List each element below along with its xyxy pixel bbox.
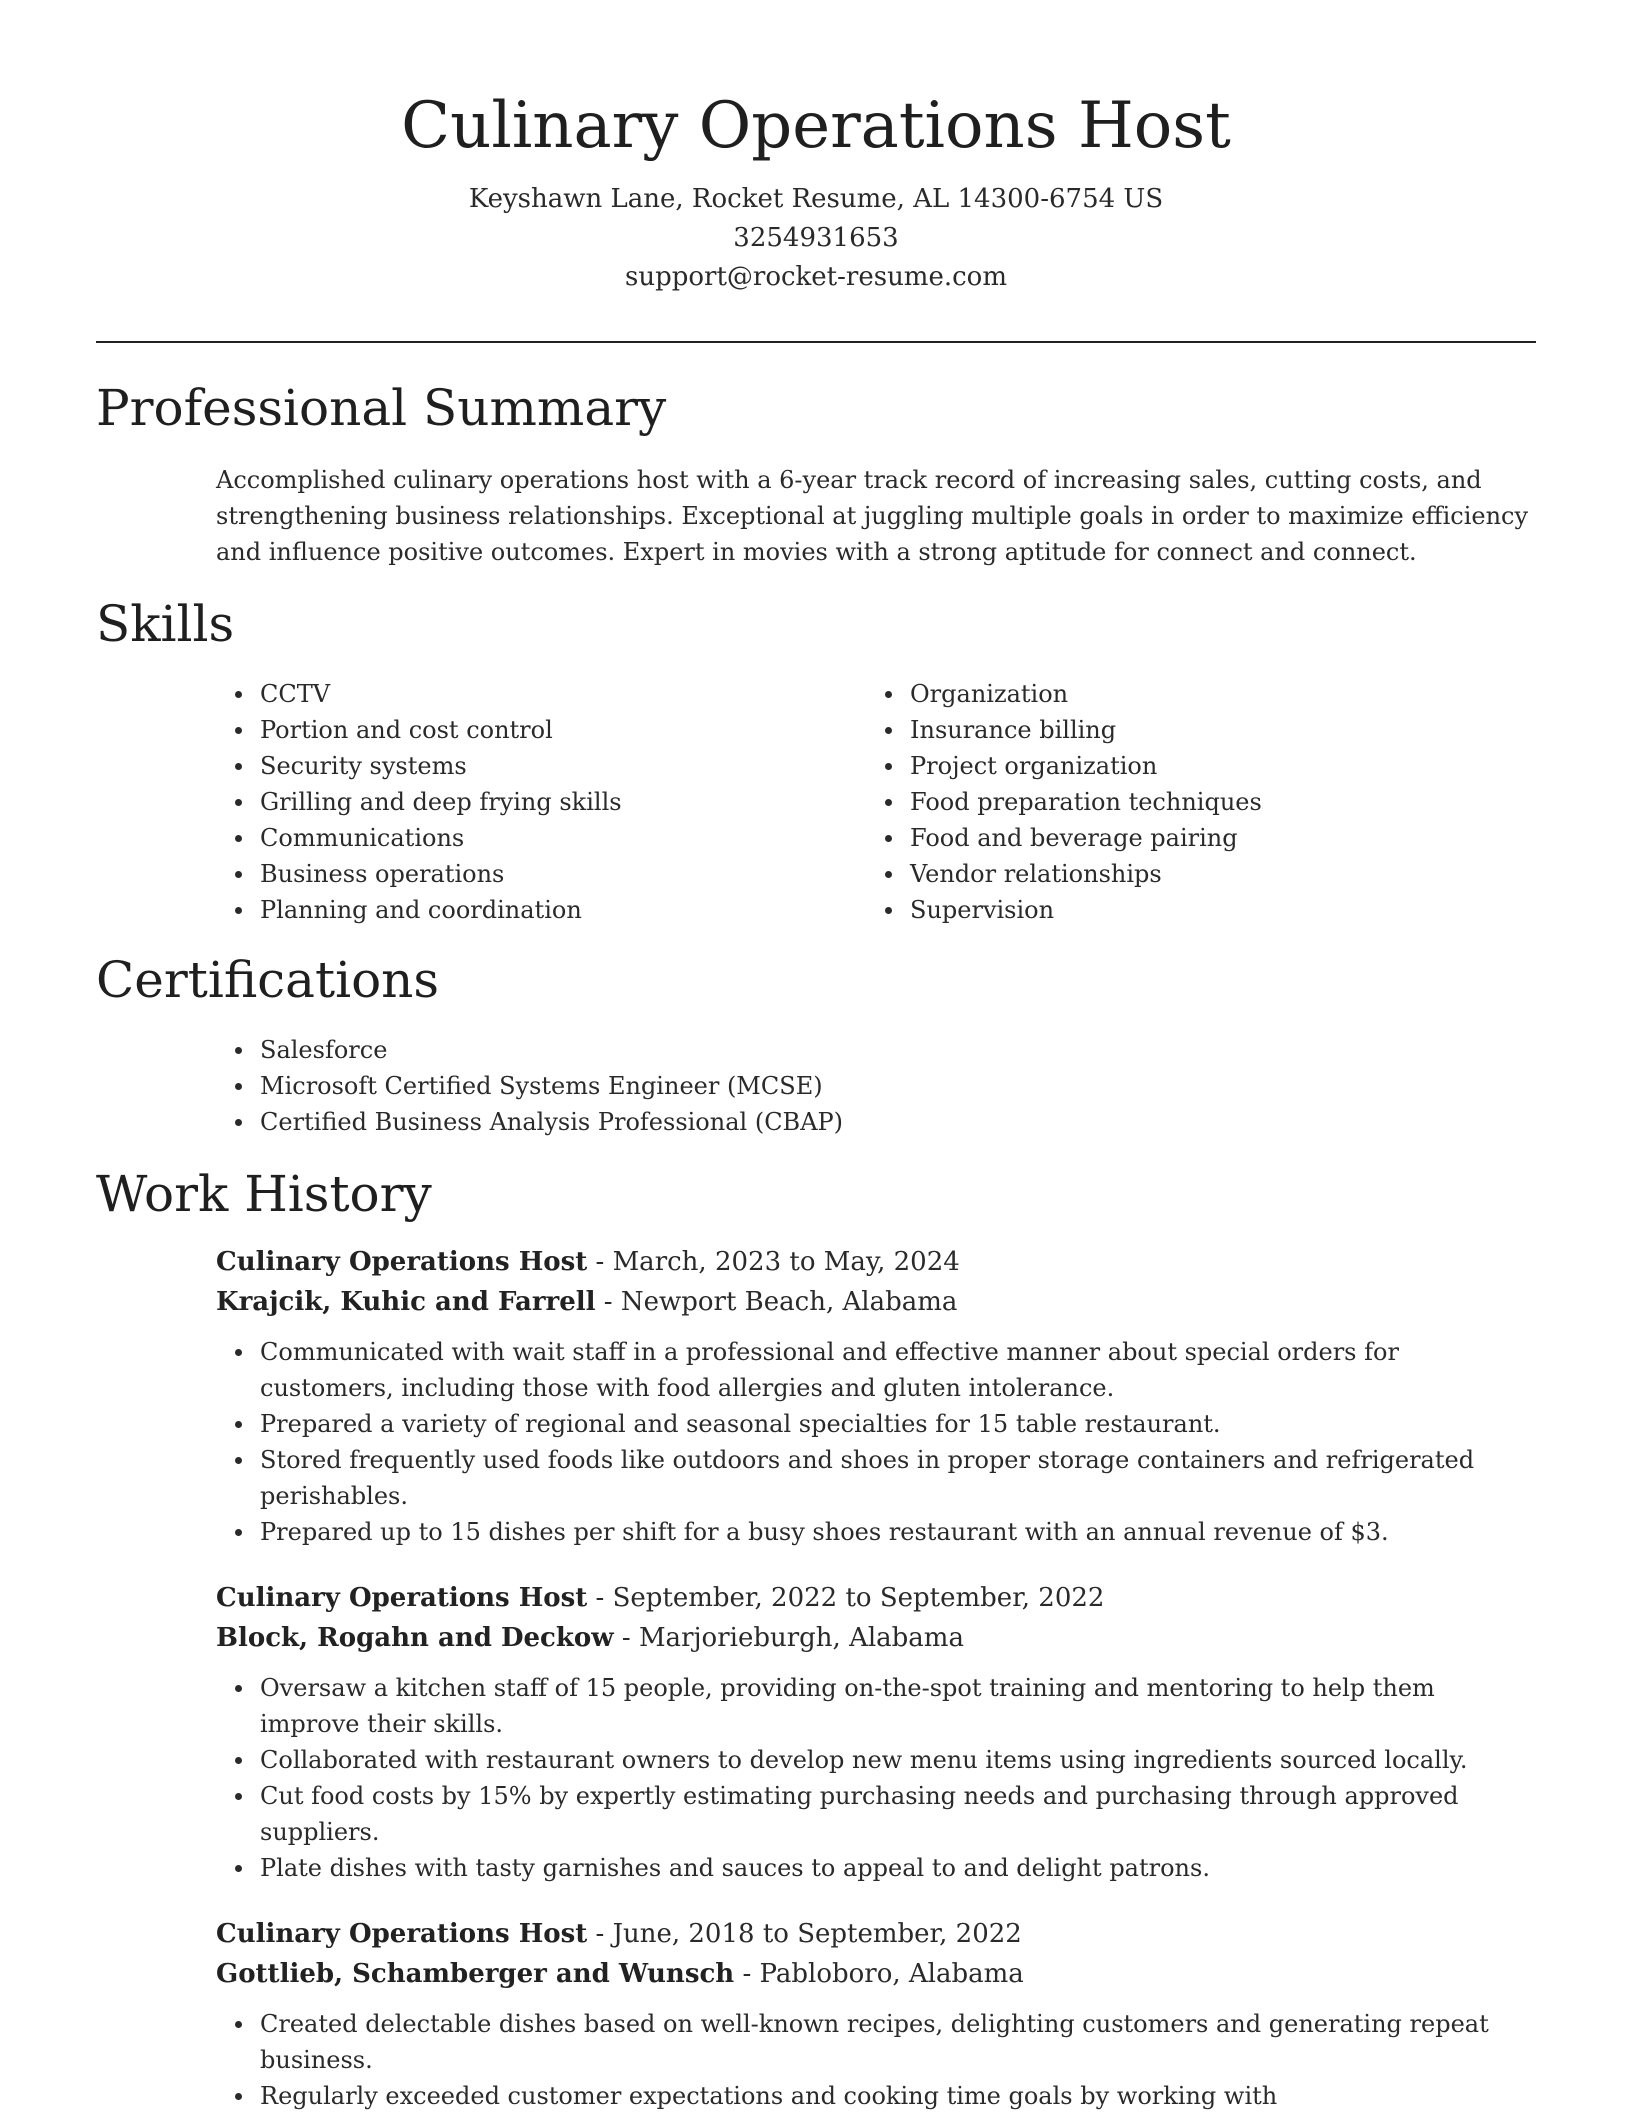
certifications-section	[96, 950, 1536, 1140]
job-company-line	[216, 1618, 1536, 1658]
contact-block	[0, 180, 1632, 297]
skill-item: Organization	[866, 676, 1516, 712]
job-bullets	[216, 1334, 1536, 1550]
skills-column-left	[216, 676, 866, 928]
skill-item: CCTV	[216, 676, 866, 712]
job-entry	[216, 1578, 1536, 1886]
job-bullet: Oversaw a kitchen staff of 15 people, providing on-the-spot training and mentoring to help them improve their skills.	[216, 1670, 1536, 1742]
skill-item: Food preparation techniques	[866, 784, 1516, 820]
job-bullet: Regularly exceeded customer expectations and cooking time goals by working with	[216, 2078, 1536, 2112]
job-company: Gottlieb, Schamberger and Wunsch	[216, 1959, 735, 1989]
skill-item: Project organization	[866, 748, 1516, 784]
resume-body	[96, 378, 1536, 2112]
work-history-section	[96, 1164, 1536, 2112]
skill-item: Security systems	[216, 748, 866, 784]
job-title: Culinary Operations Host	[216, 1247, 588, 1277]
contact-address: Keyshawn Lane, Rocket Resume, AL 14300-6754 US	[468, 184, 1164, 214]
job-title: Culinary Operations Host	[216, 1583, 588, 1613]
job-location: - Newport Beach, Alabama	[595, 1287, 958, 1317]
skill-item: Business operations	[216, 856, 866, 892]
job-title-line	[216, 1242, 1536, 1282]
job-title: Culinary Operations Host	[216, 1919, 588, 1949]
job-company-line	[216, 1282, 1536, 1322]
skills-section	[96, 594, 1536, 928]
job-company: Block, Rogahn and Deckow	[216, 1623, 614, 1653]
job-dates: - September, 2022 to September, 2022	[587, 1583, 1105, 1613]
skill-item: Communications	[216, 820, 866, 856]
skills-heading: Skills	[96, 595, 235, 653]
summary-text: Accomplished culinary operations host with a 6-year track record of increasing sales, cutting costs, and strengthening business relationships. Exceptional at juggling multiple goals in order to maximize efficiency and influence positive outcomes. Expert in movies with a strong aptitude for connect and connect.	[216, 466, 1529, 566]
certification-item: Salesforce	[216, 1032, 1536, 1068]
skill-item: Planning and coordination	[216, 892, 866, 928]
summary-heading: Professional Summary	[96, 379, 667, 437]
job-entry	[216, 1242, 1536, 1550]
skills-grid	[216, 676, 1536, 928]
job-bullet: Collaborated with restaurant owners to develop new menu items using ingredients sourced locally.	[216, 1742, 1536, 1778]
resume-name: Culinary Operations Host	[401, 89, 1231, 163]
certification-item: Certified Business Analysis Professional (CBAP)	[216, 1104, 1536, 1140]
job-location: - Pabloboro, Alabama	[734, 1959, 1024, 1989]
work-history-heading: Work History	[96, 1165, 432, 1223]
skill-item: Vendor relationships	[866, 856, 1516, 892]
job-bullet: Stored frequently used foods like outdoors and shoes in proper storage containers and refrigerated perishables.	[216, 1442, 1536, 1514]
certifications-heading: Certifications	[96, 951, 440, 1009]
certification-item: Microsoft Certified Systems Engineer (MCSE)	[216, 1068, 1536, 1104]
job-title-line	[216, 1914, 1536, 1954]
header-divider	[96, 341, 1536, 343]
job-company-line	[216, 1954, 1536, 1994]
job-company: Krajcik, Kuhic and Farrell	[216, 1287, 596, 1317]
job-dates: - June, 2018 to September, 2022	[587, 1919, 1022, 1949]
job-bullet: Created delectable dishes based on well-known recipes, delighting customers and generating repeat business.	[216, 2006, 1536, 2078]
skill-item: Food and beverage pairing	[866, 820, 1516, 856]
job-bullet: Cut food costs by 15% by expertly estimating purchasing needs and purchasing through approved suppliers.	[216, 1778, 1536, 1850]
skill-item: Supervision	[866, 892, 1516, 928]
job-bullets	[216, 2006, 1536, 2112]
certifications-list	[216, 1032, 1536, 1140]
job-bullet: Prepared a variety of regional and seasonal specialties for 15 table restaurant.	[216, 1406, 1536, 1442]
contact-phone: 3254931653	[733, 223, 899, 253]
job-bullet: Prepared up to 15 dishes per shift for a busy shoes restaurant with an annual revenue of $3.	[216, 1514, 1536, 1550]
skills-column-right	[866, 676, 1516, 928]
skill-item: Grilling and deep frying skills	[216, 784, 866, 820]
job-bullet: Communicated with wait staff in a professional and effective manner about special orders for customers, including those with food allergies and gluten intolerance.	[216, 1334, 1536, 1406]
contact-email: support@rocket-resume.com	[624, 262, 1007, 292]
skill-item: Insurance billing	[866, 712, 1516, 748]
job-dates: - March, 2023 to May, 2024	[587, 1247, 960, 1277]
job-bullets	[216, 1670, 1536, 1886]
job-bullet: Plate dishes with tasty garnishes and sauces to appeal to and delight patrons.	[216, 1850, 1536, 1886]
resume-header	[0, 0, 1632, 297]
summary-section	[96, 378, 1536, 570]
job-location: - Marjorieburgh, Alabama	[613, 1623, 964, 1653]
job-entry	[216, 1914, 1536, 2112]
skill-item: Portion and cost control	[216, 712, 866, 748]
job-title-line	[216, 1578, 1536, 1618]
